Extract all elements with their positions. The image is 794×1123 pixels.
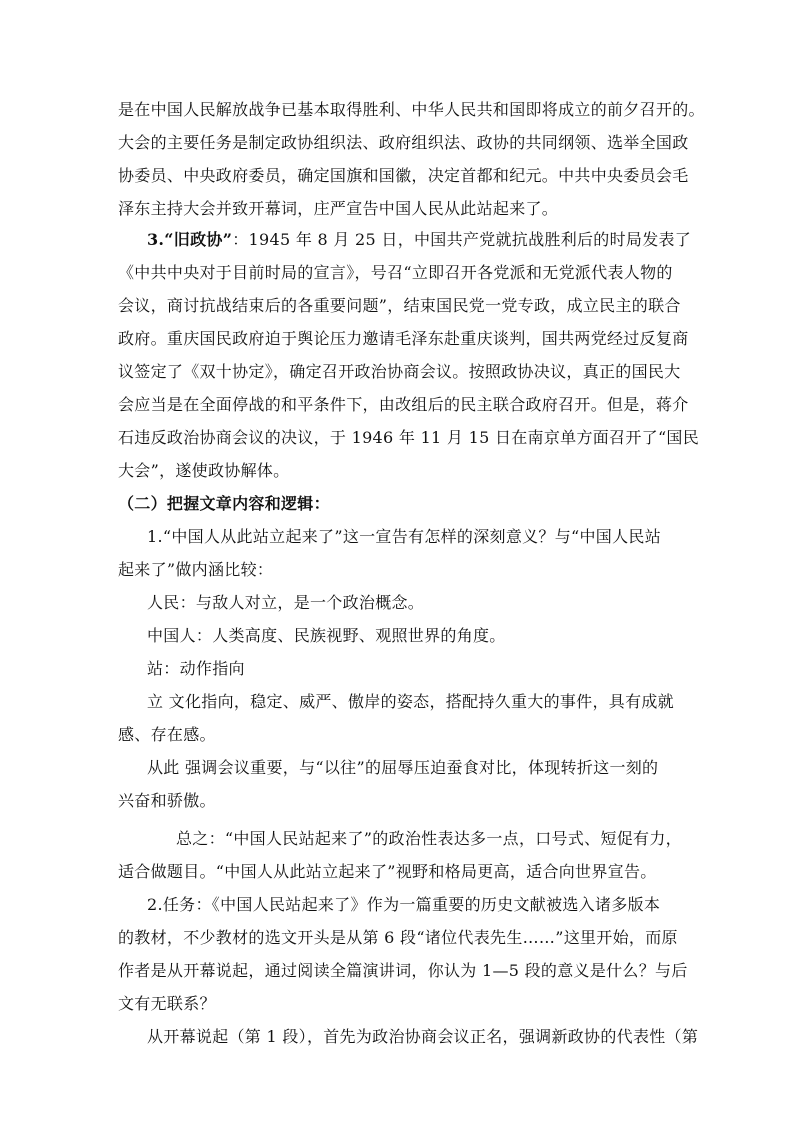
answer-2-line-1: 从开幕说起（第 1 段），首先为政治协商会议正名，强调新政协的代表性（第 [147,1027,699,1046]
analysis-zhongguoren: 中国人：人类高度、民族视野、观照世界的角度。 [147,626,506,645]
intro-line-3: 协委员、中央政府委员，确定国旗和国徽，决定首都和纪元。中共中央委员会毛 [118,166,689,185]
old-cppcc-line-1-text: ：1945 年 8 月 25 日，中国共产党就抗战胜利后的时局发表了 [232,230,692,249]
analysis-li-line-2: 感、存在感。 [118,725,216,744]
question-2-line-4: 文有无联系？ [118,994,216,1013]
old-cppcc-line-8: 大会”，遂使政协解体。 [118,461,290,480]
question-1-line-2: 起来了”做内涵比较： [118,560,274,579]
intro-line-2: 大会的主要任务是制定政协组织法、政府组织法、政协的共同纲领、选举全国政 [118,133,689,152]
question-2-line-2: 的教材，不少教材的选文开头是从第 6 段“诸位代表先生……”这里开始，而原 [118,928,678,947]
analysis-renmin: 人民：与敌人对立，是一个政治概念。 [147,593,425,612]
old-cppcc-line-3: 会议，商讨抗战结束后的各重要问题”，结束国民党一党专政，成立民主的联合 [118,296,681,315]
old-cppcc-label: 3.“旧政协” [147,230,233,249]
analysis-zhan: 站：动作指向 [147,659,245,678]
question-2-line-3: 作者是从开幕说起，通过阅读全篇演讲词，你认为 1—5 段的意义是什么？与后 [118,961,688,980]
intro-line-4: 泽东主持大会并致开幕词，庄严宣告中国人民从此站起来了。 [118,199,559,218]
old-cppcc-line-6: 会应当是在全面停战的和平条件下，由改组后的民主联合政府召开。但是，蒋介 [118,395,689,414]
analysis-congci-line-1: 从此 强调会议重要，与“以往”的屈辱压迫蚕食对比，体现转折这一刻的 [147,758,659,777]
old-cppcc-line-5: 议签定了《双十协定》，确定召开政治协商会议。按照政协决议，真正的国民大 [118,362,681,381]
analysis-congci-line-2: 兴奋和骄傲。 [118,791,216,810]
summary-line-2: 适合做题目。“中国人从此站立起来了”视野和格局更高，适合向世界宣告。 [118,862,657,881]
section-heading: （二）把握文章内容和逻辑： [118,494,330,513]
old-cppcc-line-2: 《中共中央对于目前时局的宣言》，号召“立即召开各党派和无党派代表人物的 [118,263,673,282]
old-cppcc-line-1 [147,230,691,250]
question-2-line-1: 2.任务：《中国人民站起来了》作为一篇重要的历史文献被选入诸多版本 [147,895,661,914]
summary-line-1: 总之：“中国人民站起来了”的政治性表达多一点，口号式、短促有力， [176,829,682,848]
question-1-line-1: 1.“中国人从此站立起来了”这一宣告有怎样的深刻意义？与“中国人民站 [147,527,662,546]
intro-line-1: 是在中国人民解放战争已基本取得胜利、中华人民共和国即将成立的前夕召开的。 [118,100,705,119]
old-cppcc-line-7: 石违反政治协商会议的决议，于 1946 年 11 月 15 日在南京单方面召开了“国民 [118,428,700,447]
analysis-li-line-1: 立 文化指向，稳定、威严、傲岸的姿态，搭配持久重大的事件，具有成就 [147,692,674,711]
old-cppcc-line-4: 政府。重庆国民政府迫于舆论压力邀请毛泽东赴重庆谈判，国共两党经过反复商 [118,329,689,348]
